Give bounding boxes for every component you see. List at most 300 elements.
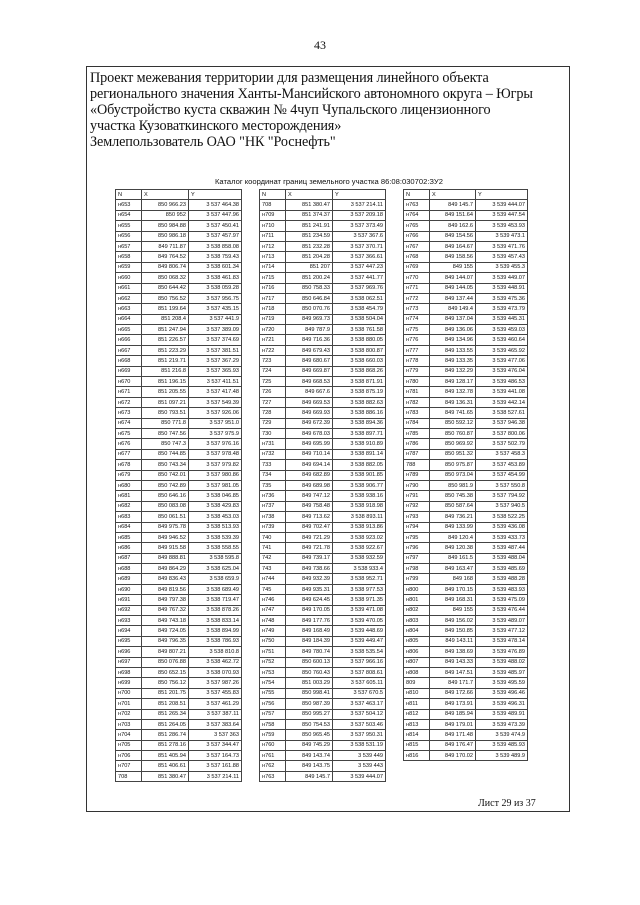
table-row: [260, 366, 386, 376]
table-row: [260, 574, 386, 584]
table-row: [116, 221, 242, 231]
coord-y: 3 537 946.38: [476, 418, 528, 428]
table-row: [116, 709, 242, 719]
coord-x: 851 200.24: [286, 273, 333, 283]
column-header-y: Y: [476, 190, 528, 200]
table-row: [260, 397, 386, 407]
coord-x: 849 136.31: [430, 397, 476, 407]
point-number: н799: [404, 574, 430, 584]
point-number: н720: [260, 325, 286, 335]
coord-y: 3 539 470.05: [333, 616, 386, 626]
coord-y: 3 539 449.47: [333, 636, 386, 646]
point-number: н806: [404, 647, 430, 657]
coord-y: 3 538 901.85: [333, 470, 386, 480]
coord-y: 3 538 059.28: [189, 283, 242, 293]
table-row: [404, 532, 528, 542]
point-number: н715: [260, 273, 286, 283]
point-number: н712: [260, 241, 286, 251]
coord-x: 849 682.89: [286, 470, 333, 480]
coord-x: 849 807.21: [142, 647, 189, 657]
coord-y: 3 538 932.59: [333, 553, 386, 563]
coord-x: 851 264.05: [142, 719, 189, 729]
table-row: [116, 771, 242, 781]
table-row: [116, 200, 242, 210]
coord-x: 851 205.55: [142, 387, 189, 397]
coord-x: 850 742.01: [142, 470, 189, 480]
table-row: [116, 761, 242, 771]
coord-y: 3 537 363: [189, 730, 242, 740]
coord-y: 3 539 474.9: [476, 730, 528, 740]
coord-y: 3 539 436.08: [476, 522, 528, 532]
column-header-n: N: [260, 190, 286, 200]
coord-y: 3 537 457.97: [189, 231, 242, 241]
coord-x: 849 806.74: [142, 262, 189, 272]
coord-y: 3 538 522.25: [476, 512, 528, 522]
table-row: [404, 491, 528, 501]
table-row: [260, 377, 386, 387]
table-row: [260, 553, 386, 563]
coord-y: 3 538 070.93: [189, 667, 242, 677]
page-number: 43: [314, 38, 326, 52]
table-row: [116, 512, 242, 522]
point-number: н694: [116, 626, 142, 636]
table-row: [116, 387, 242, 397]
coordinates-table-2: [259, 189, 386, 782]
point-number: н764: [404, 210, 430, 220]
point-number: н731: [260, 439, 286, 449]
column-header-x: X: [430, 190, 476, 200]
table-row: [260, 439, 386, 449]
table-row: [260, 418, 386, 428]
coord-x: 849 946.52: [142, 532, 189, 542]
table-row: [404, 408, 528, 418]
table-row: [116, 262, 242, 272]
coord-y: 3 538 893.11: [333, 512, 386, 522]
table-row: [404, 584, 528, 594]
coord-y: 3 538 918.98: [333, 501, 386, 511]
coord-x: 851 223.29: [142, 345, 189, 355]
point-number: н753: [260, 667, 286, 677]
table-row: [404, 709, 528, 719]
coord-y: 3 539 478.14: [476, 636, 528, 646]
coord-y: 3 537 455.83: [189, 688, 242, 698]
point-number: н683: [116, 512, 142, 522]
coord-x: 849 669.53: [286, 397, 333, 407]
coord-y: 3 539 473.39: [476, 719, 528, 729]
coord-x: 850 646.84: [286, 293, 333, 303]
heading-line: Землепользователь ОАО "НК "Роснефть": [90, 134, 336, 150]
table-row: [404, 543, 528, 553]
coord-x: 851 196.15: [142, 377, 189, 387]
coord-y: 3 538 786.93: [189, 636, 242, 646]
table-row: [260, 345, 386, 355]
point-number: н795: [404, 532, 430, 542]
coord-x: 849 669.87: [286, 366, 333, 376]
table-row: [260, 231, 386, 241]
coord-x: 849 128.17: [430, 377, 476, 387]
coord-x: 850 070.76: [286, 304, 333, 314]
coord-y: 3 538 923.02: [333, 532, 386, 542]
coord-x: 849 758.48: [286, 501, 333, 511]
coord-x: 849 145.7: [286, 771, 333, 781]
point-number: н706: [116, 751, 142, 761]
point-number: 734: [260, 470, 286, 480]
coord-x: 849 143.74: [286, 751, 333, 761]
point-number: 724: [260, 366, 286, 376]
table-row: [404, 262, 528, 272]
table-row: [404, 366, 528, 376]
table-row: [116, 595, 242, 605]
coord-x: 849 668.53: [286, 377, 333, 387]
table-row: [116, 491, 242, 501]
coord-x: 849 143.75: [286, 761, 333, 771]
coord-y: 3 537 502.79: [476, 439, 528, 449]
coord-y: 3 537 161.88: [189, 761, 242, 771]
coord-x: 851 226.57: [142, 335, 189, 345]
table-row: [260, 252, 386, 262]
catalog-title: Каталог координат границ земельного участка 86:08:030702:ЗУ2: [215, 177, 443, 186]
point-number: н668: [116, 356, 142, 366]
coord-y: 3 537 940.5: [476, 501, 528, 511]
point-number: н732: [260, 449, 286, 459]
table-row: [260, 699, 386, 709]
point-number: н744: [260, 574, 286, 584]
table-row: [116, 543, 242, 553]
point-number: н662: [116, 293, 142, 303]
coord-x: 849 164.67: [430, 241, 476, 251]
coord-x: 850 981.9: [430, 480, 476, 490]
coord-x: 849 151.64: [430, 210, 476, 220]
coord-x: 851 208.4: [142, 314, 189, 324]
table-row: [404, 345, 528, 355]
table-row: [260, 678, 386, 688]
coord-y: 3 539 476.44: [476, 605, 528, 615]
table-row: [404, 200, 528, 210]
point-number: н698: [116, 667, 142, 677]
coord-x: 850 743.34: [142, 460, 189, 470]
point-number: н786: [404, 439, 430, 449]
coord-x: 850 587.64: [430, 501, 476, 511]
table-row: [404, 730, 528, 740]
table-row: [260, 740, 386, 750]
point-number: н794: [404, 522, 430, 532]
coord-x: 849 710.14: [286, 449, 333, 459]
table-row: [116, 314, 242, 324]
point-number: 729: [260, 418, 286, 428]
point-number: н681: [116, 491, 142, 501]
point-number: 788: [404, 460, 430, 470]
coord-y: 3 538 531.19: [333, 740, 386, 750]
table-row: [404, 564, 528, 574]
table-row: [404, 418, 528, 428]
coord-y: 3 537 389.09: [189, 325, 242, 335]
point-number: н658: [116, 252, 142, 262]
coord-x: 849 736.21: [430, 512, 476, 522]
coord-x: 849 177.76: [286, 616, 333, 626]
coord-x: 849 176.47: [430, 740, 476, 750]
coord-y: 3 539 496.46: [476, 688, 528, 698]
coord-x: 850 747.56: [142, 428, 189, 438]
table-row: [116, 231, 242, 241]
table-row: [116, 241, 242, 251]
table-row: [116, 605, 242, 615]
point-number: н672: [116, 397, 142, 407]
point-number: 730: [260, 428, 286, 438]
coord-x: 849 144.05: [430, 283, 476, 293]
point-number: н813: [404, 719, 430, 729]
point-number: н775: [404, 325, 430, 335]
coord-y: 3 537 214.11: [189, 771, 242, 781]
point-number: н687: [116, 553, 142, 563]
coord-y: 3 539 488.28: [476, 574, 528, 584]
coord-y: 3 538 971.35: [333, 595, 386, 605]
coord-y: 3 537 969.76: [333, 283, 386, 293]
coord-x: 851 265.34: [142, 709, 189, 719]
coord-y: 3 538 875.19: [333, 387, 386, 397]
table-row: [116, 751, 242, 761]
coord-x: 850 745.38: [430, 491, 476, 501]
coord-x: 851 199.64: [142, 304, 189, 314]
table-row: [116, 325, 242, 335]
coord-x: 851 374.37: [286, 210, 333, 220]
table-row: [260, 335, 386, 345]
point-number: н666: [116, 335, 142, 345]
point-number: н778: [404, 356, 430, 366]
table-row: [260, 221, 386, 231]
coord-y: 3 539 486.53: [476, 377, 528, 387]
point-number: н665: [116, 325, 142, 335]
table-row: [404, 293, 528, 303]
table-row: [260, 616, 386, 626]
point-number: н766: [404, 231, 430, 241]
coord-x: 849 179.01: [430, 719, 476, 729]
table-row: [404, 522, 528, 532]
point-number: н750: [260, 636, 286, 646]
coord-x: 851 405.94: [142, 751, 189, 761]
point-number: н779: [404, 366, 430, 376]
table-row: [116, 553, 242, 563]
point-number: н739: [260, 522, 286, 532]
point-number: н717: [260, 293, 286, 303]
table-row: [260, 595, 386, 605]
coord-x: 849 170.02: [430, 751, 476, 761]
coord-y: 3 538 910.89: [333, 439, 386, 449]
point-number: н751: [260, 647, 286, 657]
table-row: [116, 480, 242, 490]
coord-y: 3 539 477.06: [476, 356, 528, 366]
coord-x: 850 986.18: [142, 231, 189, 241]
coord-x: 849 695.99: [286, 439, 333, 449]
coord-x: 849 143.33: [430, 657, 476, 667]
table-row: [116, 428, 242, 438]
table-row: [260, 356, 386, 366]
table-row: [404, 210, 528, 220]
point-number: н719: [260, 314, 286, 324]
coord-y: 3 539 441.08: [476, 387, 528, 397]
coord-x: 850 646.16: [142, 491, 189, 501]
point-number: н691: [116, 595, 142, 605]
table-row: [404, 241, 528, 251]
coord-x: 849 132.29: [430, 366, 476, 376]
table-row: [260, 387, 386, 397]
table-row: [404, 636, 528, 646]
table-row: [404, 449, 528, 459]
column-header-x: X: [286, 190, 333, 200]
coord-x: 851 201.75: [142, 688, 189, 698]
point-number: н765: [404, 221, 430, 231]
table-row: [116, 501, 242, 511]
table-row: [260, 480, 386, 490]
coord-y: 3 537 976.16: [189, 439, 242, 449]
column-header-y: Y: [333, 190, 386, 200]
point-number: 745: [260, 584, 286, 594]
coord-x: 849 678.03: [286, 428, 333, 438]
coord-y: 3 538 886.16: [333, 408, 386, 418]
table-row: [404, 387, 528, 397]
table-row: [260, 314, 386, 324]
coord-x: 849 154.56: [430, 231, 476, 241]
point-number: н716: [260, 283, 286, 293]
coord-x: 849 667.6: [286, 387, 333, 397]
coord-y: 3 537 794.92: [476, 491, 528, 501]
point-number: н762: [260, 761, 286, 771]
point-number: н690: [116, 584, 142, 594]
point-number: 735: [260, 480, 286, 490]
point-number: н808: [404, 667, 430, 677]
coord-x: 849 155: [430, 262, 476, 272]
coord-y: 3 539 487.44: [476, 543, 528, 553]
table-row: [404, 647, 528, 657]
coord-x: 849 137.04: [430, 314, 476, 324]
table-row: [260, 605, 386, 615]
table-row: [260, 761, 386, 771]
point-number: н660: [116, 273, 142, 283]
coord-y: 3 537 365.93: [189, 366, 242, 376]
table-row: [116, 522, 242, 532]
coord-y: 3 537 366.61: [333, 252, 386, 262]
table-row: [404, 751, 528, 761]
coord-y: 3 538 046.85: [189, 491, 242, 501]
table-row: [404, 678, 528, 688]
coord-x: 850 061.51: [142, 512, 189, 522]
coord-y: 3 539 465.92: [476, 345, 528, 355]
coord-y: 3 538 891.14: [333, 449, 386, 459]
coord-y: 3 537 549.39: [189, 397, 242, 407]
point-number: н693: [116, 616, 142, 626]
coord-y: 3 537 373.49: [333, 221, 386, 231]
table-row: [404, 397, 528, 407]
point-number: н673: [116, 408, 142, 418]
point-number: н705: [116, 740, 142, 750]
coord-y: 3 538 062.51: [333, 293, 386, 303]
coord-x: 849 724.05: [142, 626, 189, 636]
point-number: 723: [260, 356, 286, 366]
coord-y: 3 538 913.86: [333, 522, 386, 532]
point-number: н748: [260, 616, 286, 626]
table-row: [260, 719, 386, 729]
coord-y: 3 539 443: [333, 761, 386, 771]
coord-y: 3 538 833.14: [189, 616, 242, 626]
point-number: 708: [260, 200, 286, 210]
table-row: [404, 231, 528, 241]
table-row: [404, 252, 528, 262]
coord-x: 850 984.88: [142, 221, 189, 231]
coord-y: 3 539 444.07: [476, 200, 528, 210]
coord-y: 3 539 433.73: [476, 532, 528, 542]
coord-x: 851 003.29: [286, 678, 333, 688]
table-row: [116, 418, 242, 428]
point-number: н697: [116, 657, 142, 667]
coord-x: 851 208.51: [142, 699, 189, 709]
coord-x: 851 247.94: [142, 325, 189, 335]
coord-x: 849 624.45: [286, 595, 333, 605]
coord-x: 850 756.12: [142, 678, 189, 688]
coord-x: 851 232.28: [286, 241, 333, 251]
coord-x: 849 915.58: [142, 543, 189, 553]
table-row: [260, 730, 386, 740]
heading-line: регионального значения Ханты-Мансийского автономного округа – Югры: [90, 86, 533, 102]
table-row: [260, 501, 386, 511]
coord-y: 3 537 453.89: [476, 460, 528, 470]
point-number: н774: [404, 314, 430, 324]
table-row: [260, 200, 386, 210]
coord-y: 3 538 878.26: [189, 605, 242, 615]
coord-x: 849 170.05: [286, 605, 333, 615]
coord-x: 850 592.12: [430, 418, 476, 428]
coord-y: 3 538 922.67: [333, 543, 386, 553]
coord-y: 3 537 975.9: [189, 428, 242, 438]
coord-y: 3 539 488.04: [476, 553, 528, 563]
table-row: [116, 439, 242, 449]
point-number: н797: [404, 553, 430, 563]
point-number: н777: [404, 345, 430, 355]
coord-x: 849 162.6: [430, 221, 476, 231]
table-row: [404, 657, 528, 667]
table-row: [116, 678, 242, 688]
point-number: н755: [260, 688, 286, 698]
coord-x: 849 689.98: [286, 480, 333, 490]
point-number: н771: [404, 283, 430, 293]
coordinates-table-3: [403, 189, 528, 761]
coord-y: 3 537 950.31: [333, 730, 386, 740]
coord-y: 3 537 441.9: [189, 314, 242, 324]
coord-x: 849 711.87: [142, 241, 189, 251]
coord-y: 3 538 761.58: [333, 325, 386, 335]
point-number: 742: [260, 553, 286, 563]
coord-y: 3 538 504.04: [333, 314, 386, 324]
column-header-n: N: [404, 190, 430, 200]
coord-x: 849 702.47: [286, 522, 333, 532]
point-number: н780: [404, 377, 430, 387]
coord-y: 3 539 475.09: [476, 595, 528, 605]
coord-x: 849 680.67: [286, 356, 333, 366]
coord-y: 3 538 601.34: [189, 262, 242, 272]
coord-y: 3 537 458.3: [476, 449, 528, 459]
coord-y: 3 537 435.15: [189, 304, 242, 314]
coord-x: 849 132.78: [430, 387, 476, 397]
table-row: [116, 397, 242, 407]
coordinates-table-1: [115, 189, 242, 782]
coord-y: 3 538 513.93: [189, 522, 242, 532]
point-number: н661: [116, 283, 142, 293]
coord-y: 3 539 471.76: [476, 241, 528, 251]
coord-y: 3 537 383.64: [189, 719, 242, 729]
coord-x: 851 097.21: [142, 397, 189, 407]
coord-x: 849 721.29: [286, 532, 333, 542]
point-number: н805: [404, 636, 430, 646]
coord-x: 849 144.07: [430, 273, 476, 283]
point-number: н792: [404, 501, 430, 511]
